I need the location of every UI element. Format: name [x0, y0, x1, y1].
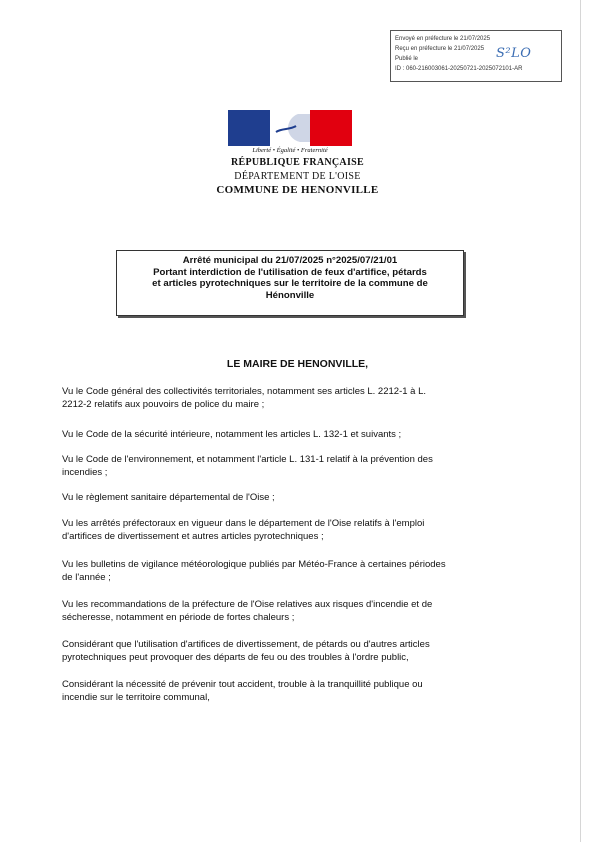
stamp-id-line: ID : 060-216003061-20250721-2025072101-AR	[395, 66, 523, 72]
paragraph-line: d'artifices de divertissement et autres articles pyrotechniques ;	[62, 531, 324, 542]
paragraph-line: Considérant que l'utilisation d'artifices de divertissement, de pétards ou d'autres articles	[62, 639, 430, 650]
decree-title-line: Portant interdiction de l'utilisation de feux d'artifice, pétards	[153, 266, 427, 278]
paragraph-line: Vu les recommandations de la préfecture de l'Oise relatives aux risques d'incendie et de	[62, 599, 433, 610]
marianne-profile-icon	[270, 110, 310, 146]
republic-heading: RÉPUBLIQUE FRANÇAISE	[231, 157, 364, 168]
paragraph-line: 2212-2 relatifs aux pouvoirs de police du maire ;	[62, 399, 265, 410]
stamp-signature: S²LO	[496, 46, 532, 61]
paragraph-cgct	[62, 385, 532, 411]
commune-heading: COMMUNE DE HENONVILLE	[216, 184, 379, 196]
marianne-logo	[228, 110, 352, 146]
decree-title-box	[116, 250, 464, 316]
stamp-sent-line: Envoyé en préfecture le 21/07/2025	[395, 36, 491, 42]
flag-white-band	[270, 110, 310, 146]
stamp-published-line: Publié le	[395, 56, 419, 62]
department-heading: DÉPARTEMENT DE L'OISE	[234, 171, 361, 182]
republic-motto: Liberté • Égalité • Fraternité	[252, 147, 328, 154]
flag-red-band	[310, 110, 352, 146]
paragraph-line: de l'année ;	[62, 572, 111, 583]
flag-blue-band	[228, 110, 270, 146]
paragraph-line: pyrotechniques peut provoquer des départs de feu ou des troubles à l'ordre public,	[62, 652, 409, 663]
paragraph-line: incendies ;	[62, 467, 108, 478]
paragraph-line: Vu le Code de la sécurité intérieure, notamment les articles L. 132-1 et suivants ;	[62, 429, 402, 440]
paragraph-line: Vu le Code de l'environnement, et notamment l'article L. 131-1 relatif à la prévention des	[62, 454, 433, 465]
stamp-received-line: Reçu en préfecture le 21/07/2025	[395, 46, 485, 52]
page-edge	[580, 0, 581, 842]
paragraph-arretes	[62, 517, 532, 543]
paragraph-line: Vu les arrêtés préfectoraux en vigueur dans le département de l'Oise relatifs à l'emploi	[62, 518, 425, 529]
paragraph-env	[62, 453, 532, 479]
paragraph-line: incendie sur le territoire communal,	[62, 692, 210, 703]
paragraph-line: Considérant la nécessité de prévenir tout accident, trouble à la tranquillité publique ou	[62, 679, 423, 690]
paragraph-line: Vu le règlement sanitaire départemental de l'Oise ;	[62, 492, 275, 503]
paragraph-line: sécheresse, notamment en période de fortes chaleurs ;	[62, 612, 295, 623]
paragraph-rsd	[62, 491, 532, 504]
prefecture-stamp	[390, 30, 562, 82]
paragraph-csi	[62, 428, 532, 441]
paragraph-meteo	[62, 558, 532, 584]
paragraph-line: Vu les bulletins de vigilance météorologique publiés par Météo-France à certaines périodes	[62, 559, 446, 570]
paragraph-recommandations	[62, 598, 532, 624]
decree-title-line: et articles pyrotechniques sur le territoire de la commune de	[152, 278, 428, 289]
mayor-heading: LE MAIRE DE HENONVILLE,	[226, 358, 369, 370]
paragraph-line: Vu le Code général des collectivités territoriales, notamment ses articles L. 2212-1 à L.	[62, 386, 426, 397]
paragraph-considerant-1	[62, 638, 532, 664]
decree-title-line: Hénonville	[265, 289, 315, 301]
paragraph-considerant-2	[62, 678, 532, 704]
decree-title-line: Arrêté municipal du 21/07/2025 n°2025/07/21/01	[182, 255, 398, 266]
